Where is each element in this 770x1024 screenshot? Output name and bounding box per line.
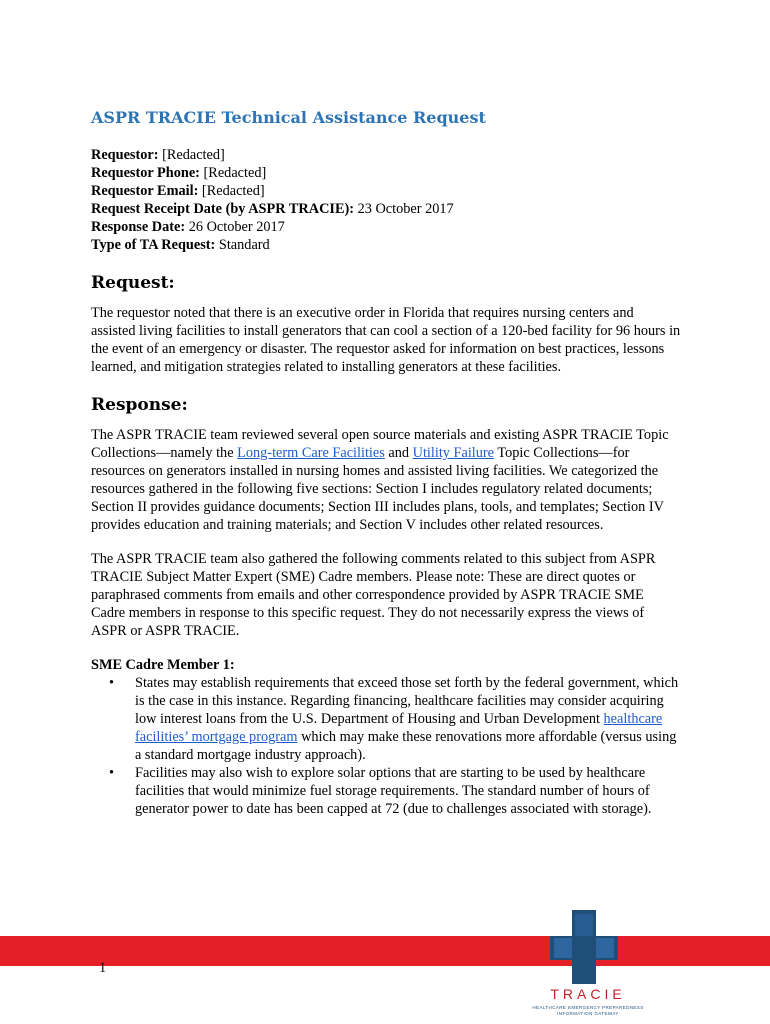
request-metadata xyxy=(91,146,681,254)
request-heading: Request: xyxy=(91,273,175,293)
meta-ta-type: Type of TA Request: Standard xyxy=(91,237,270,253)
document-body xyxy=(91,108,681,818)
list-item: • Facilities may also wish to explore solar options that are starting to be used by healthcare facilities that would minimize fuel storage requirements. The standard number of hours of generator power to date has been capped at 72 (due to challenges associated with storage). xyxy=(135,764,681,818)
meta-requestor: Requestor: [Redacted] xyxy=(91,147,225,163)
tracie-tagline-1: HEALTHCARE EMERGENCY PREPAREDNESS xyxy=(532,1005,644,1010)
document-title: ASPR TRACIE Technical Assistance Request xyxy=(91,108,486,127)
tracie-tagline-2: INFORMATION GATEWAY xyxy=(557,1011,619,1016)
response-paragraph-2: The ASPR TRACIE team also gathered the following comments related to this subject from ASPR TRACIE Subject Matter Expert (SME) Cadre members. Please note: These are direct quotes or paraphrased comments from emails and other correspondence provided by ASPR TRACIE SME Cadre members in response to this specific request. They do not necessarily express the views of ASPR or ASPR TRACIE. xyxy=(91,551,656,639)
mortgage-program-link[interactable]: healthcare facilities’ mortgage program xyxy=(135,711,663,745)
utility-failure-link[interactable]: Utility Failure xyxy=(412,445,495,461)
response-heading: Response: xyxy=(91,395,188,415)
tracie-cross-icon xyxy=(528,910,648,986)
meta-response-date: Response Date: 26 October 2017 xyxy=(91,219,285,235)
footer-red-band xyxy=(0,936,770,966)
page-number: 1 xyxy=(99,960,107,976)
tracie-wordmark: TRACIE xyxy=(550,986,626,1002)
long-term-care-facilities-link[interactable]: Long-term Care Facilities xyxy=(237,445,385,461)
sme-comment-list xyxy=(91,674,681,818)
tracie-logo xyxy=(528,910,648,1024)
meta-requestor-phone: Requestor Phone: [Redacted] xyxy=(91,165,267,181)
list-item: • States may establish requirements that exceed those set forth by the federal government, which is the case in this instance. Regarding financing, healthcare facilities may consider acquiring low interest loans from the U.S. Department of Housing and Urban Development healthcare facilities’ mortgage program which may make these renovations more affordable (versus using a standard mortgage industry approach). xyxy=(135,674,681,764)
meta-requestor-email: Requestor Email: [Redacted] xyxy=(91,183,265,199)
meta-receipt-date: Request Receipt Date (by ASPR TRACIE): 23 October 2017 xyxy=(91,201,454,217)
request-paragraph: The requestor noted that there is an executive order in Florida that requires nursing centers and assisted living facilities to install generators that can cool a section of a 120-bed facility for 96 hours in the event of an emergency or disaster. The requestor asked for information on best practices, lessons learned, and mitigation strategies related to installing generators at these facilities. xyxy=(91,305,681,375)
sme-cadre-heading: SME Cadre Member 1: xyxy=(91,657,235,673)
response-paragraph-1: The ASPR TRACIE team reviewed several open source materials and existing ASPR TRACIE Topic Collections—namely the Long-term Care Facilities and Utility Failure Topic Collections—for resources on generators installed in nursing homes and assisted living facilities. We categorized the resources gathered in the following five sections: Section I includes regulatory related documents; Section II provides guidance documents; Section III includes plans, tools, and templates; Section IV provides education and training materials; and Section V includes other related resources. xyxy=(91,427,669,533)
